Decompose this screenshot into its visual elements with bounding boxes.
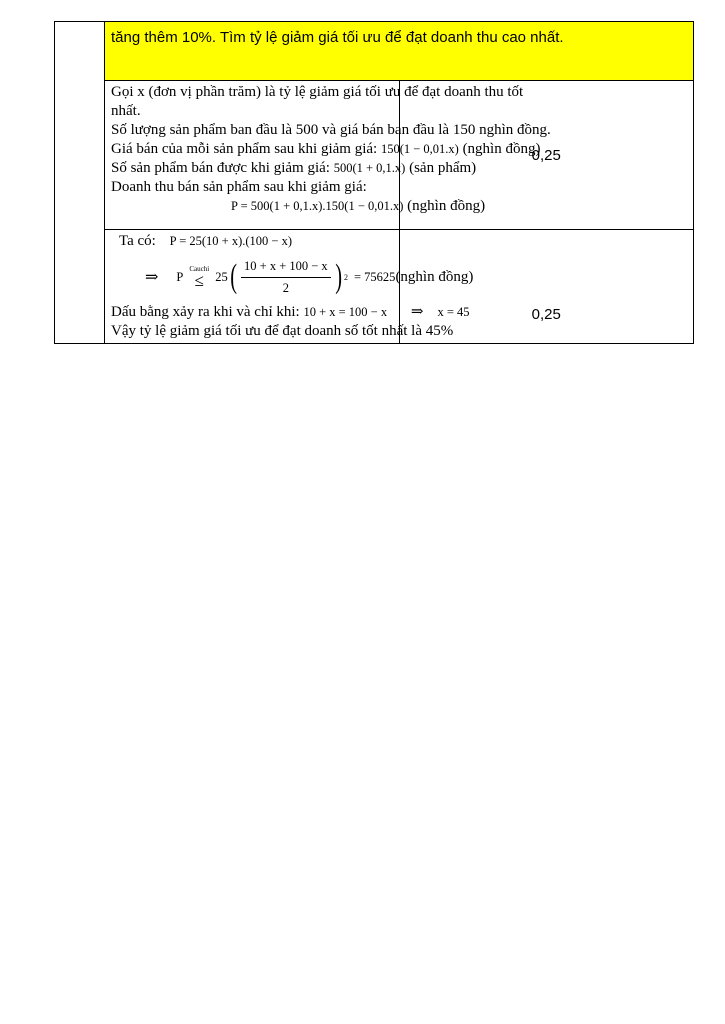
p-symbol: P bbox=[176, 269, 184, 284]
revenue-label: Doanh thu bán sản phẩm sau khi giảm giá: bbox=[111, 179, 367, 195]
ta-co-label: Ta có: bbox=[119, 233, 156, 249]
right-paren: ) bbox=[334, 258, 342, 295]
price-label: Giá bán của mỗi sản phẩm sau khi giảm giá: bbox=[111, 141, 381, 157]
fraction-denominator: 2 bbox=[282, 280, 289, 295]
left-paren: ( bbox=[229, 258, 237, 295]
revenue-unit: (nghìn đồng) bbox=[403, 198, 486, 214]
solution-part-2-cell bbox=[105, 230, 474, 344]
cauchy-result-unit: (nghìn đồng) bbox=[395, 268, 474, 285]
leq-symbol: ≤ bbox=[194, 271, 204, 290]
equality-label: Dấu bằng xảy ra khi và chỉ khi: bbox=[111, 304, 304, 320]
cauchy-result: = 75625 bbox=[354, 269, 396, 284]
price-unit: (nghìn đồng) bbox=[458, 141, 541, 157]
equality-line bbox=[111, 303, 470, 322]
coefficient: 25 bbox=[215, 269, 228, 284]
solution-value: x = 45 bbox=[437, 305, 470, 319]
fraction bbox=[241, 257, 331, 298]
question-cell bbox=[105, 22, 694, 81]
initial-values-line: Số lượng sản phẩm ban đầu là 500 và giá bán ban đầu là 150 nghìn đồng. bbox=[111, 122, 551, 138]
quantity-line bbox=[111, 159, 477, 178]
index-column-cell bbox=[55, 22, 105, 344]
price-line bbox=[111, 140, 541, 159]
power: 2 bbox=[344, 272, 348, 282]
score-2: 0,25 bbox=[531, 306, 561, 323]
product-formula: P = 25(10 + x).(100 − x) bbox=[169, 234, 293, 248]
equality-arrow: ⇒ bbox=[410, 304, 424, 320]
equality-formula: 10 + x = 100 − x bbox=[303, 305, 388, 319]
question-row bbox=[55, 22, 694, 81]
cauchi-label: Cauchi bbox=[189, 265, 210, 273]
price-formula: 150(1 − 0,01.x) bbox=[380, 142, 459, 156]
solution-table bbox=[54, 21, 694, 344]
implies-arrow: ⇒ bbox=[145, 268, 159, 286]
conclusion-line: Vậy tỷ lệ giảm giá tối ưu để đạt doanh số tốt nhất là 45% bbox=[111, 323, 454, 339]
quantity-formula: 500(1 + 0,1.x) bbox=[333, 161, 406, 175]
solution-part-1-row bbox=[55, 81, 694, 230]
cauchy-inequality bbox=[145, 251, 474, 303]
score-1: 0,25 bbox=[531, 147, 561, 164]
question-text: tăng thêm 10%. Tìm tỷ lệ giảm giá tối ưu để đạt doanh thu cao nhất. bbox=[111, 29, 564, 46]
quantity-unit: (sản phẩm) bbox=[405, 160, 477, 176]
solution-part-2-row bbox=[55, 230, 694, 344]
revenue-line bbox=[111, 197, 486, 216]
definition-line-1: Gọi x (đơn vị phần trăm) là tỷ lệ giảm giá tối ưu để đạt doanh thu tốt bbox=[111, 84, 524, 100]
quantity-label: Số sản phẩm bán được khi giảm giá: bbox=[111, 160, 334, 176]
ta-co-line bbox=[111, 232, 393, 251]
definition-line-2: nhất. bbox=[111, 103, 141, 119]
revenue-formula: P = 500(1 + 0,1.x).150(1 − 0,01.x) bbox=[231, 199, 404, 213]
fraction-numerator: 10 + x + 100 − x bbox=[241, 257, 331, 278]
cauchi-leq bbox=[189, 265, 209, 289]
